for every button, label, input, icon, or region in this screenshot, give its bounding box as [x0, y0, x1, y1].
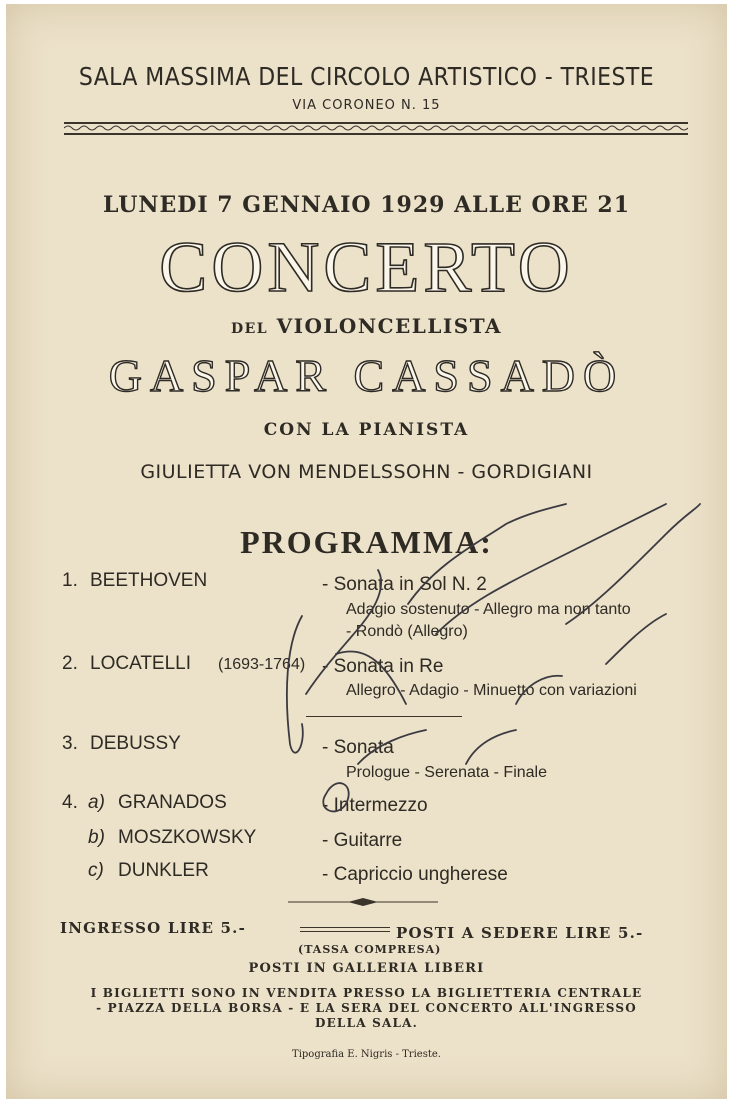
- seat-price: POSTI A SEDERE LIRE 5.-: [396, 924, 644, 942]
- item-4c-composer: DUNKLER: [118, 860, 209, 881]
- role-word: VIOLONCELLISTA: [276, 314, 503, 338]
- tax-note: (TASSA COMPRESA): [298, 943, 442, 956]
- del-word: DEL: [230, 321, 269, 337]
- item-4a-composer: GRANADOS: [118, 792, 227, 813]
- item-2-work: - Sonata in Re: [322, 656, 444, 677]
- printer-credit: Tipografia E. Nigris - Trieste.: [292, 1049, 441, 1060]
- item-4c-work: - Capriccio ungherese: [322, 864, 508, 885]
- handwritten-signature-icon: [6, 4, 727, 1099]
- gallery-seats: POSTI IN GALLERIA LIBERI: [248, 961, 485, 976]
- artist-name: GASPAR CASSADÒ: [108, 350, 625, 401]
- item-1-work: - Sonata in Sol N. 2: [322, 574, 487, 595]
- item-1-movements-1: Adagio sostenuto - Allegro ma non tanto: [346, 601, 631, 618]
- item-4b-work: - Guitarre: [322, 830, 403, 851]
- with-pianist-label: CON LA PIANISTA: [263, 420, 470, 440]
- entry-price: INGRESSO LIRE 5.-: [60, 919, 247, 937]
- item-4-number: 4.: [62, 792, 78, 813]
- pianist-name: GIULIETTA VON MENDELSSOHN - GORDIGIANI: [140, 461, 593, 483]
- venue-address: VIA CORONEO N. 15: [292, 98, 441, 113]
- item-2-number: 2.: [62, 653, 78, 674]
- concert-program-sheet: [6, 4, 727, 1099]
- item-3-number: 3.: [62, 733, 78, 754]
- item-4b-composer: MOSZKOWSKY: [118, 827, 257, 848]
- item-3-work: - Sonata: [322, 737, 394, 758]
- item-1-composer: BEETHOVEN: [90, 570, 208, 591]
- event-title: CONCERTO: [159, 227, 574, 307]
- item-3-composer: DEBUSSY: [90, 733, 181, 754]
- item-4b-letter: b): [88, 827, 105, 848]
- ticket-info-line-2: - PIAZZA DELLA BORSA - E LA SERA DEL CONCERTO ALL'INGRESSO: [96, 1001, 637, 1015]
- program-heading: PROGRAMMA:: [240, 524, 493, 560]
- ticket-info-line-1: I BIGLIETTI SONO IN VENDITA PRESSO LA BIGLIETTERIA CENTRALE: [90, 986, 643, 1000]
- item-4a-work: - Intermezzo: [322, 795, 428, 816]
- item-2-composer: LOCATELLI: [90, 653, 192, 674]
- ticket-info-line-3: DELLA SALA.: [314, 1016, 419, 1030]
- item-1-number: 1.: [62, 570, 78, 591]
- item-4a-letter: a): [88, 792, 105, 813]
- event-date: LUNEDI 7 GENNAIO 1929 ALLE ORE 21: [102, 192, 631, 218]
- item-1-movements-2: - Rondò (Allegro): [346, 623, 468, 640]
- item-4c-letter: c): [88, 860, 104, 881]
- item-3-movements-1: Prologue - Serenata - Finale: [346, 764, 547, 781]
- venue-title: SALA MASSIMA DEL CIRCOLO ARTISTICO - TRIESTE: [78, 62, 655, 91]
- item-2-dates: (1693-1764): [218, 656, 306, 673]
- item-2-movements-1: Allegro - Adagio - Minuetto con variazioni: [346, 682, 637, 699]
